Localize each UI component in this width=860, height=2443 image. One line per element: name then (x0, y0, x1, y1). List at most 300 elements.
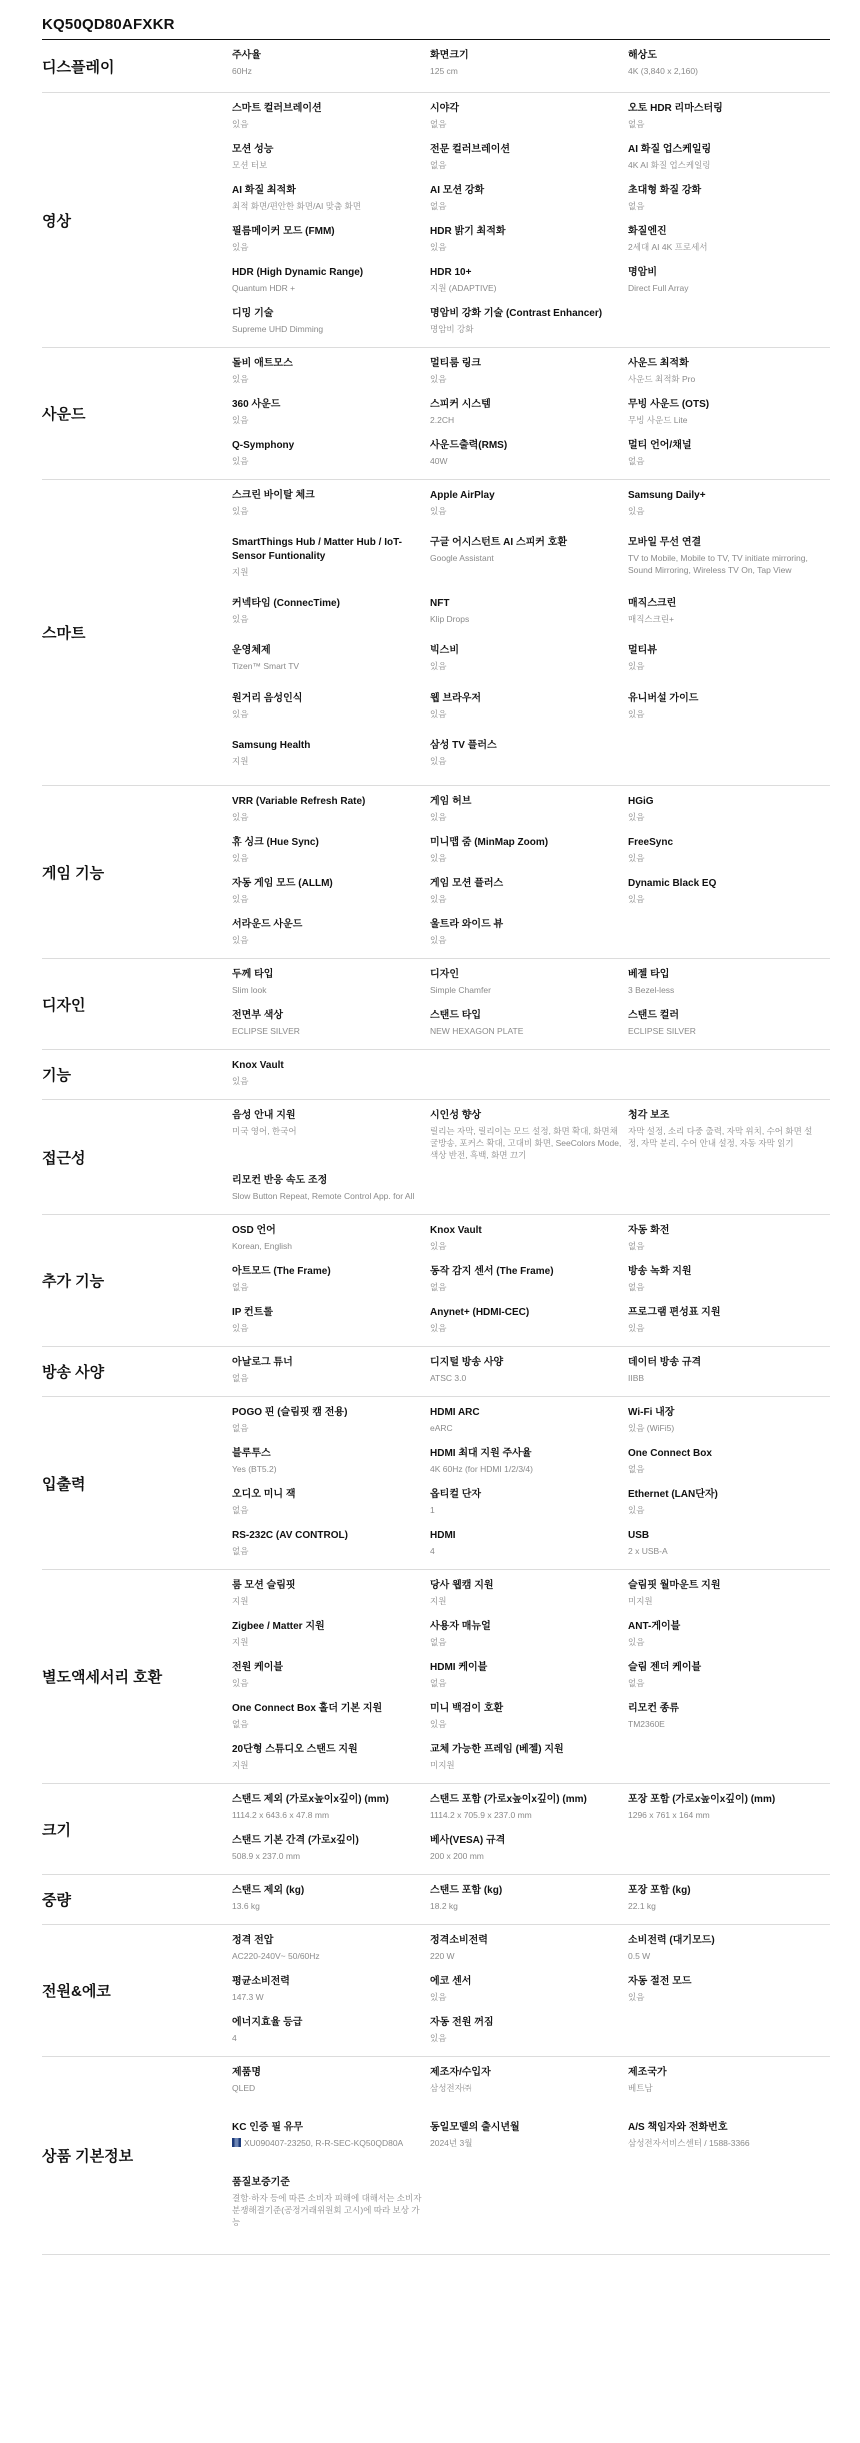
spec-item (232, 594, 430, 641)
spec-value: 4 (232, 2033, 237, 2043)
spec-grid (232, 1050, 830, 1099)
spec-label: 아날로그 튜너 (232, 1357, 293, 1368)
spec-item (232, 1444, 430, 1485)
spec-value: Direct Full Array (628, 283, 689, 293)
qr-code-icon (232, 2138, 241, 2147)
spec-value: 2세대 AI 4K 프로세서 (628, 242, 708, 252)
spec-label: 구글 어시스턴트 AI 스피커 호환 (430, 537, 568, 549)
spec-section (42, 1215, 830, 1347)
spec-value: 지원 (232, 1637, 249, 1647)
spec-label: 모바일 무선 연결 (628, 537, 702, 549)
spec-label: Apple AirPlay (430, 490, 495, 501)
spec-item (232, 1106, 430, 1171)
spec-value: 없음 (430, 160, 447, 170)
spec-item (232, 1526, 430, 1567)
spec-item (430, 263, 628, 304)
spec-label: 게임 허브 (430, 796, 472, 807)
spec-item (628, 874, 820, 915)
spec-label: NFT (430, 598, 450, 610)
spec-label: 명암비 강화 기술 (Contrast Enhancer) (430, 308, 603, 319)
spec-label: 에너지효율 등급 (232, 2017, 303, 2028)
spec-label: 소비전력 (대기모드) (628, 1935, 715, 1946)
section-title: 중량 (42, 1892, 71, 1909)
spec-value: IIBB (628, 1373, 645, 1383)
spec-item (232, 2013, 430, 2054)
spec-value: 베트남 (628, 2083, 653, 2093)
spec-value: 508.9 x 237.0 mm (232, 1851, 301, 1861)
spec-value: 없음 (430, 1678, 447, 1688)
spec-value: 있음 (430, 812, 447, 822)
spec-label: 화면크기 (430, 50, 469, 61)
spec-item (628, 1106, 820, 1171)
spec-label: Knox Vault (232, 1060, 284, 1071)
spec-item (628, 1006, 820, 1047)
spec-value: 18.2 kg (430, 1901, 458, 1911)
spec-value: 최적 화면/편안한 화면/AI 맞춤 화면 (232, 201, 361, 211)
spec-grid (232, 480, 830, 785)
spec-value: 4K (3,840 x 2,160) (628, 66, 698, 76)
spec-value: ECLIPSE SILVER (232, 1026, 300, 1036)
spec-item (232, 263, 430, 304)
spec-value: 있음 (628, 708, 645, 719)
spec-label: 교체 가능한 프레임 (베젤) 지원 (430, 1744, 564, 1755)
spec-item (628, 2118, 820, 2173)
spec-label: 자동 게임 모드 (ALLM) (232, 878, 333, 889)
spec-value: 있음 (232, 614, 249, 625)
spec-value: 없음 (628, 1241, 645, 1251)
spec-label: SmartThings Hub / Matter Hub / IoT-Sensor Funtionality (232, 537, 402, 563)
section-title: 방송 사양 (42, 1364, 105, 1381)
spec-grid (232, 1347, 830, 1396)
spec-item (430, 1931, 628, 1972)
spec-item (232, 1353, 430, 1394)
spec-value: 있음 (430, 1241, 447, 1251)
spec-value: 3 Bezel-less (628, 985, 675, 995)
spec-value: Simple Chamfer (430, 985, 491, 995)
spec-label: 원거리 음성인식 (232, 692, 303, 704)
spec-item (232, 1658, 430, 1699)
spec-label: 베젤 타입 (628, 969, 670, 980)
spec-value: 없음 (628, 456, 645, 466)
spec-value: 삼성전자㈜ (430, 2083, 472, 2093)
spec-label: 화질엔진 (628, 226, 667, 237)
spec-value: 1 (430, 1505, 435, 1515)
spec-value: 있음 (628, 812, 645, 822)
spec-label: HGiG (628, 796, 654, 807)
spec-item (628, 1658, 820, 1699)
spec-item (628, 1881, 820, 1922)
spec-label: One Connect Box (628, 1448, 712, 1459)
spec-value: 있음 (232, 708, 249, 719)
spec-label: 빅스비 (430, 645, 459, 657)
spec-value: 있음 (232, 853, 249, 863)
spec-item (430, 222, 628, 263)
spec-section (42, 1050, 830, 1100)
spec-item (430, 2118, 628, 2173)
spec-item (628, 436, 820, 477)
spec-value: 없음 (430, 119, 447, 129)
spec-value: 60Hz (232, 66, 252, 76)
spec-label: HDMI (430, 1530, 456, 1541)
spec-label: 프로그램 편성표 지원 (628, 1307, 721, 1318)
spec-label: 커넥타임 (ConnecTime) (232, 598, 340, 610)
spec-section (42, 348, 830, 480)
spec-label: 멀티룸 링크 (430, 358, 482, 369)
spec-value: 릴리는 자막, 릴리이는 모드 설정, 화면 확대, 화면채굴방송, 포커스 확대, 고대비 화면, SeeColors Mode, 색상 반전, 흑백, 화면 끄기 (430, 1126, 622, 1160)
spec-label: 전문 컬러브레이션 (430, 144, 511, 155)
spec-label: 제품명 (232, 2067, 261, 2078)
spec-value: 있음 (430, 1992, 447, 2002)
spec-value: Slim look (232, 985, 267, 995)
spec-value: 지원 (232, 1596, 249, 1606)
section-title: 상품 기본정보 (42, 2148, 134, 2165)
spec-item (232, 874, 430, 915)
spec-label: 정격소비전력 (430, 1935, 488, 1946)
spec-label: 디자인 (430, 969, 459, 980)
spec-label: AI 모션 강화 (430, 185, 485, 196)
spec-value: 125 cm (430, 66, 458, 76)
spec-label: 룸 모션 슬림핏 (232, 1580, 296, 1591)
spec-value: 모션 터보 (232, 160, 268, 170)
spec-item (430, 1006, 628, 1047)
spec-label: Zigbee / Matter 지원 (232, 1621, 325, 1632)
spec-item (628, 689, 820, 736)
spec-label: 모션 성능 (232, 144, 274, 155)
spec-item (430, 965, 628, 1006)
spec-label: Dynamic Black EQ (628, 878, 717, 889)
spec-label: IP 컨트롤 (232, 1307, 274, 1318)
spec-label: POGO 핀 (슬림핏 캠 전용) (232, 1407, 348, 1418)
section-title: 전원&에코 (42, 1983, 111, 2000)
spec-value: 지원 (430, 1596, 447, 1606)
spec-value: 있음 (628, 894, 645, 904)
spec-label: 전원 케이블 (232, 1662, 284, 1673)
spec-item (430, 1576, 628, 1617)
spec-item (232, 1972, 430, 2013)
spec-item (232, 1485, 430, 1526)
spec-value: TM2360E (628, 1719, 665, 1729)
spec-item (628, 1403, 820, 1444)
spec-label: 스크린 바이탈 체크 (232, 490, 315, 501)
spec-label: HDR 밝기 최적화 (430, 226, 506, 237)
spec-section (42, 2057, 830, 2255)
spec-item (430, 1303, 628, 1344)
spec-value: TV to Mobile, Mobile to TV, TV initiate mirroring, Sound Mirroring, Wireless TV On, Tap View (628, 553, 808, 576)
spec-section (42, 1925, 830, 2057)
spec-item (628, 1931, 820, 1972)
spec-value: 2024년 3월 (430, 2138, 473, 2148)
spec-label: 오토 HDR 리마스터링 (628, 103, 723, 114)
spec-value: 있음 (430, 2033, 447, 2043)
spec-label: 제조국가 (628, 2067, 667, 2078)
spec-value: 있음 (232, 415, 249, 425)
spec-label: 스탠드 제외 (가로x높이x깊이) (mm) (232, 1794, 389, 1805)
spec-item (232, 486, 430, 533)
spec-label: 미니 백검이 호환 (430, 1703, 504, 1714)
spec-value: 있음 (232, 935, 249, 945)
spec-value: 삼성전자서비스센터 / 1588-3366 (628, 2138, 750, 2148)
spec-label: 20단형 스튜디오 스탠드 지원 (232, 1744, 358, 1755)
spec-item (628, 99, 820, 140)
spec-item (232, 1221, 430, 1262)
spec-label: 시인성 향상 (430, 1110, 482, 1121)
spec-item (430, 1485, 628, 1526)
spec-value: 13.6 kg (232, 1901, 260, 1911)
spec-item (628, 1444, 820, 1485)
spec-value: QLED (232, 2083, 256, 2093)
spec-item (430, 792, 628, 833)
spec-label: 전면부 색상 (232, 1010, 284, 1021)
spec-value: 매직스크린+ (628, 614, 675, 625)
section-title: 게임 기능 (42, 864, 105, 882)
spec-label: 품질보증기준 (232, 2177, 290, 2188)
spec-value: 미지원 (628, 1596, 653, 1606)
spec-label: Samsung Daily+ (628, 490, 706, 501)
spec-grid (232, 2057, 830, 2254)
spec-label: USB (628, 1530, 650, 1541)
spec-value: 있음 (430, 661, 447, 672)
spec-value: 있음 (430, 708, 447, 719)
spec-item (430, 833, 628, 874)
spec-value: 있음 (430, 1719, 447, 1729)
spec-value: Quantum HDR + (232, 283, 296, 293)
spec-value: 없음 (232, 1282, 249, 1292)
spec-item (232, 1262, 430, 1303)
spec-label: 미니맵 줌 (MinMap Zoom) (430, 837, 549, 848)
spec-label: 슬림핏 월마운트 지원 (628, 1580, 721, 1591)
spec-value: 없음 (628, 1678, 645, 1688)
spec-label: 게임 모션 플러스 (430, 878, 504, 889)
spec-item (430, 1403, 628, 1444)
spec-item (628, 833, 820, 874)
spec-label: 울트라 와이드 뷰 (430, 919, 504, 930)
section-title: 영상 (42, 212, 71, 230)
spec-label: 디밍 기술 (232, 308, 274, 319)
spec-label: HDR 10+ (430, 267, 472, 278)
spec-value: 명암비 강화 (430, 324, 474, 334)
spec-label: 아트모드 (The Frame) (232, 1266, 331, 1277)
spec-label: Knox Vault (430, 1225, 482, 1236)
spec-item (232, 2063, 430, 2118)
spec-item (430, 140, 628, 181)
spec-item (628, 1576, 820, 1617)
spec-value: 0.5 W (628, 1951, 651, 1961)
spec-label: HDMI 케이블 (430, 1662, 488, 1673)
section-title: 크기 (42, 1821, 71, 1839)
spec-value: 사운드 최적화 Pro (628, 374, 696, 384)
spec-label: 리모컨 종류 (628, 1703, 680, 1714)
spec-section (42, 1570, 830, 1784)
spec-section (42, 1397, 830, 1570)
spec-label: 자동 전원 꺼짐 (430, 2017, 494, 2028)
spec-item (628, 2063, 820, 2118)
spec-label: 스마트 컬러브레이션 (232, 103, 322, 114)
spec-value: 있음 (232, 119, 249, 129)
section-title: 기능 (42, 1067, 71, 1084)
spec-value: 4K AI 화질 업스케일링 (628, 160, 711, 170)
spec-label: 360 사운드 (232, 399, 281, 410)
spec-label: 자동 절전 모드 (628, 1976, 692, 1987)
spec-item (628, 641, 820, 688)
spec-grid (232, 1570, 830, 1783)
spec-value: eARC (430, 1423, 453, 1433)
spec-label: 운영체제 (232, 645, 271, 657)
spec-label: One Connect Box 홀더 기본 지원 (232, 1703, 383, 1714)
spec-item (628, 1262, 820, 1303)
spec-item (628, 181, 820, 222)
spec-grid (232, 959, 830, 1049)
spec-item (430, 1353, 628, 1394)
spec-value: Google Assistant (430, 553, 494, 564)
spec-value: 지원 (232, 567, 249, 578)
spec-value: 지원 (ADAPTIVE) (430, 283, 497, 293)
spec-item (430, 736, 628, 783)
spec-item (430, 1262, 628, 1303)
spec-label: Ethernet (LAN단자) (628, 1489, 718, 1500)
spec-item (628, 1303, 820, 1344)
spec-item (628, 1221, 820, 1262)
spec-value: 220 W (430, 1951, 455, 1961)
spec-label: A/S 책임자와 전화번호 (628, 2122, 728, 2133)
spec-value: 있음 (232, 456, 249, 466)
spec-value: 있음 (232, 1323, 249, 1333)
spec-item (232, 46, 430, 90)
spec-item (232, 222, 430, 263)
spec-label: 스탠드 타입 (430, 1010, 482, 1021)
spec-item (232, 1403, 430, 1444)
spec-label: 스탠드 포함 (가로x높이x깊이) (mm) (430, 1794, 587, 1805)
spec-item (232, 140, 430, 181)
spec-label: 에코 센서 (430, 1976, 472, 1987)
spec-value: 있음 (430, 374, 447, 384)
spec-label: 베사(VESA) 규격 (430, 1835, 506, 1846)
spec-value: 있음 (232, 1678, 249, 1688)
spec-item (430, 354, 628, 395)
spec-section (42, 93, 830, 348)
spec-label: FreeSync (628, 837, 674, 848)
spec-label: 데이터 방송 규격 (628, 1357, 702, 1368)
spec-section (42, 1347, 830, 1397)
spec-item (232, 395, 430, 436)
spec-item (232, 1171, 430, 1212)
spec-label: AI 화질 업스케일링 (628, 144, 712, 155)
spec-value: 없음 (232, 1423, 249, 1433)
spec-value: 있음 (628, 1323, 645, 1333)
spec-item (430, 1740, 628, 1781)
spec-section (42, 1875, 830, 1925)
spec-item (232, 1617, 430, 1658)
spec-label: 평균소비전력 (232, 1976, 290, 1987)
spec-value: 없음 (232, 1373, 249, 1383)
spec-item (430, 181, 628, 222)
spec-value: 있음 (232, 812, 249, 822)
spec-value: 없음 (628, 119, 645, 129)
spec-item (232, 533, 430, 594)
spec-item (232, 1831, 430, 1872)
spec-label: Samsung Health (232, 739, 311, 751)
spec-sections (42, 40, 830, 2255)
spec-value: Tizen™ Smart TV (232, 661, 300, 672)
spec-value: 4 (430, 1546, 435, 1556)
section-title: 접근성 (42, 1149, 86, 1167)
section-title: 스마트 (42, 625, 86, 642)
spec-item (232, 792, 430, 833)
spec-item (430, 2013, 628, 2054)
spec-value: 무빙 사운드 Lite (628, 415, 688, 425)
spec-item (430, 2063, 628, 2118)
spec-label: 자동 화전 (628, 1225, 670, 1236)
spec-section (42, 959, 830, 1050)
spec-item (430, 486, 628, 533)
spec-value: 있음 (628, 661, 645, 672)
spec-label: 초대형 화질 강화 (628, 185, 702, 196)
spec-label: 스피커 시스템 (430, 399, 491, 410)
spec-item (430, 915, 628, 956)
spec-grid (232, 1875, 830, 1924)
spec-value: 있음 (430, 935, 447, 945)
spec-item (430, 395, 628, 436)
spec-item (232, 833, 430, 874)
spec-grid (232, 1215, 830, 1346)
spec-label: 옵티컬 단자 (430, 1489, 482, 1500)
spec-item (232, 99, 430, 140)
spec-value: 없음 (628, 1282, 645, 1292)
spec-value: 없음 (232, 1546, 249, 1556)
spec-item (430, 1831, 628, 1872)
spec-label: OSD 언어 (232, 1225, 276, 1236)
spec-item (628, 1790, 820, 1831)
spec-item (628, 222, 820, 263)
spec-item (430, 689, 628, 736)
section-title: 입출력 (42, 1475, 86, 1493)
spec-value: 2.2CH (430, 415, 455, 425)
spec-label: 스탠드 포함 (kg) (430, 1885, 503, 1896)
spec-item (628, 1485, 820, 1526)
spec-item (232, 641, 430, 688)
spec-item (232, 304, 430, 345)
spec-label: 무빙 사운드 (OTS) (628, 399, 710, 410)
spec-label: HDMI ARC (430, 1407, 480, 1418)
spec-label: 오디오 미니 잭 (232, 1489, 296, 1500)
spec-item (232, 1303, 430, 1344)
spec-item (430, 1444, 628, 1485)
spec-item (232, 1790, 430, 1831)
spec-label: Anynet+ (HDMI-CEC) (430, 1307, 530, 1318)
spec-grid (232, 1784, 830, 1874)
spec-section (42, 1100, 830, 1215)
spec-label: VRR (Variable Refresh Rate) (232, 796, 366, 807)
spec-label: 두께 타입 (232, 969, 274, 980)
spec-label: 사운드출력(RMS) (430, 440, 508, 451)
spec-label: 정격 전압 (232, 1935, 274, 1946)
spec-item (430, 594, 628, 641)
spec-grid (232, 786, 830, 958)
spec-value: 있음 (430, 755, 447, 766)
section-title: 사운드 (42, 406, 86, 423)
spec-item (430, 1699, 628, 1740)
spec-item (430, 304, 628, 345)
spec-label: 웹 브라우저 (430, 692, 482, 704)
spec-value: 147.3 W (232, 1992, 264, 2002)
spec-label: Wi-Fi 내장 (628, 1407, 675, 1418)
spec-value: 없음 (232, 1719, 249, 1729)
spec-item (232, 965, 430, 1006)
model-header (42, 0, 830, 40)
spec-item (628, 354, 820, 395)
spec-item (628, 1526, 820, 1567)
spec-item (628, 594, 820, 641)
spec-value: AC220-240V~ 50/60Hz (232, 1951, 320, 1961)
